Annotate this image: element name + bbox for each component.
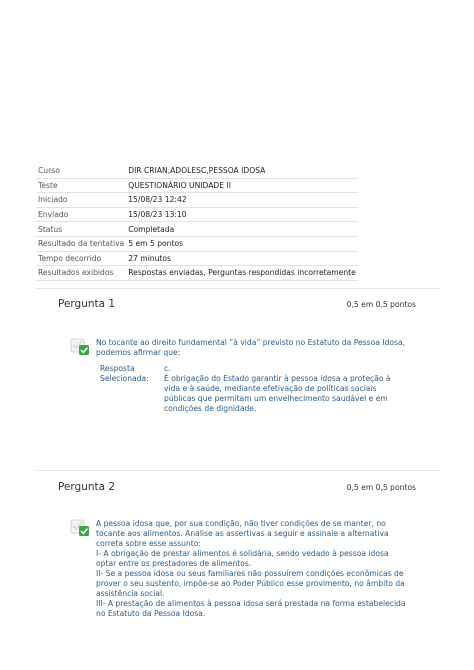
question-text: [96, 519, 408, 619]
question-header: [36, 298, 440, 318]
answer-letter: c.: [164, 364, 171, 373]
divider: [36, 470, 440, 471]
answer-label: Resposta Selecionada:: [100, 364, 149, 383]
summary-key: Tempo decorrido: [36, 251, 126, 266]
summary-row: [36, 178, 358, 193]
question-score: 0,5 em 0,5 pontos: [346, 300, 416, 309]
question-body: [74, 338, 408, 414]
question-2: [36, 481, 440, 618]
assertion-2: II- Se a pessoa idosa ou seus familiares não possuírem condições econômicas de prover o seu sustento, impõe-se ao Poder Público esse provimento, no âmbito da assistência social.: [96, 569, 405, 598]
answer-text: É obrigação do Estado garantir à pessoa idosa a proteção à vida e à saúde, mediante efetivação de políticas sociais públicas que permitam um envelhecimento saudável e em condições de dignidade.: [164, 374, 391, 413]
summary-row: [36, 251, 358, 266]
question-score: 0,5 em 0,5 pontos: [346, 483, 416, 492]
summary-value: 15/08/23 13:10: [126, 207, 358, 222]
assertion-3: III- A prestação de alimentos à pessoa idosa será prestada na forma estabelecida no Estatuto da Pessoa Idosa.: [96, 599, 406, 618]
divider: [36, 288, 440, 289]
summary-key: Resultados exibidos: [36, 266, 126, 281]
summary-row: [36, 207, 358, 222]
summary-value: 5 em 5 pontos: [126, 236, 358, 251]
question-1: [36, 298, 440, 413]
summary-key: Status: [36, 222, 126, 237]
summary-value: QUESTIONÁRIO UNIDADE II: [126, 178, 358, 193]
question-intro: A pessoa idosa que, por sua condição, não tiver condições de se manter, no tocante aos alimentos. Analise as assertivas a seguir e assinale a alternativa correta sobre esse assunto:: [96, 519, 389, 548]
summary-row: [36, 236, 358, 251]
summary-value: DIR CRIAN,ADOLESC,PESSOA IDOSA: [126, 164, 358, 178]
summary-value: Respostas enviadas, Perguntas respondidas incorretamente: [126, 266, 358, 281]
summary-key: Iniciado: [36, 193, 126, 208]
summary-key: Teste: [36, 178, 126, 193]
summary-key: Curso: [36, 164, 126, 178]
summary-key: Resultado da tentativa: [36, 236, 126, 251]
summary-key: Enviado: [36, 207, 126, 222]
attempt-summary-table: [36, 164, 358, 281]
assertion-1: I- A obrigação de prestar alimentos é solidária, sendo vedado à pessoa idosa optar entre os prestadores de alimentos.: [96, 549, 389, 568]
summary-row: [36, 193, 358, 208]
question-title: Pergunta 1: [58, 298, 116, 310]
summary-row: [36, 164, 358, 178]
summary-value: Completada: [126, 222, 358, 237]
answer-content: [164, 364, 408, 414]
question-title: Pergunta 2: [58, 481, 116, 493]
question-body: [74, 519, 408, 619]
summary-value: 27 minutos: [126, 251, 358, 266]
summary-row: [36, 222, 358, 237]
correct-check-icon: [70, 519, 90, 537]
correct-check-icon: [70, 338, 90, 356]
summary-row: [36, 266, 358, 281]
selected-answer: [100, 364, 408, 414]
summary-value: 15/08/23 12:42: [126, 193, 358, 208]
question-text: No tocante ao direito fundamental “à vida” previsto no Estatuto da Pessoa Idosa, podemos afirmar que:: [96, 338, 406, 357]
question-header: [36, 481, 440, 501]
